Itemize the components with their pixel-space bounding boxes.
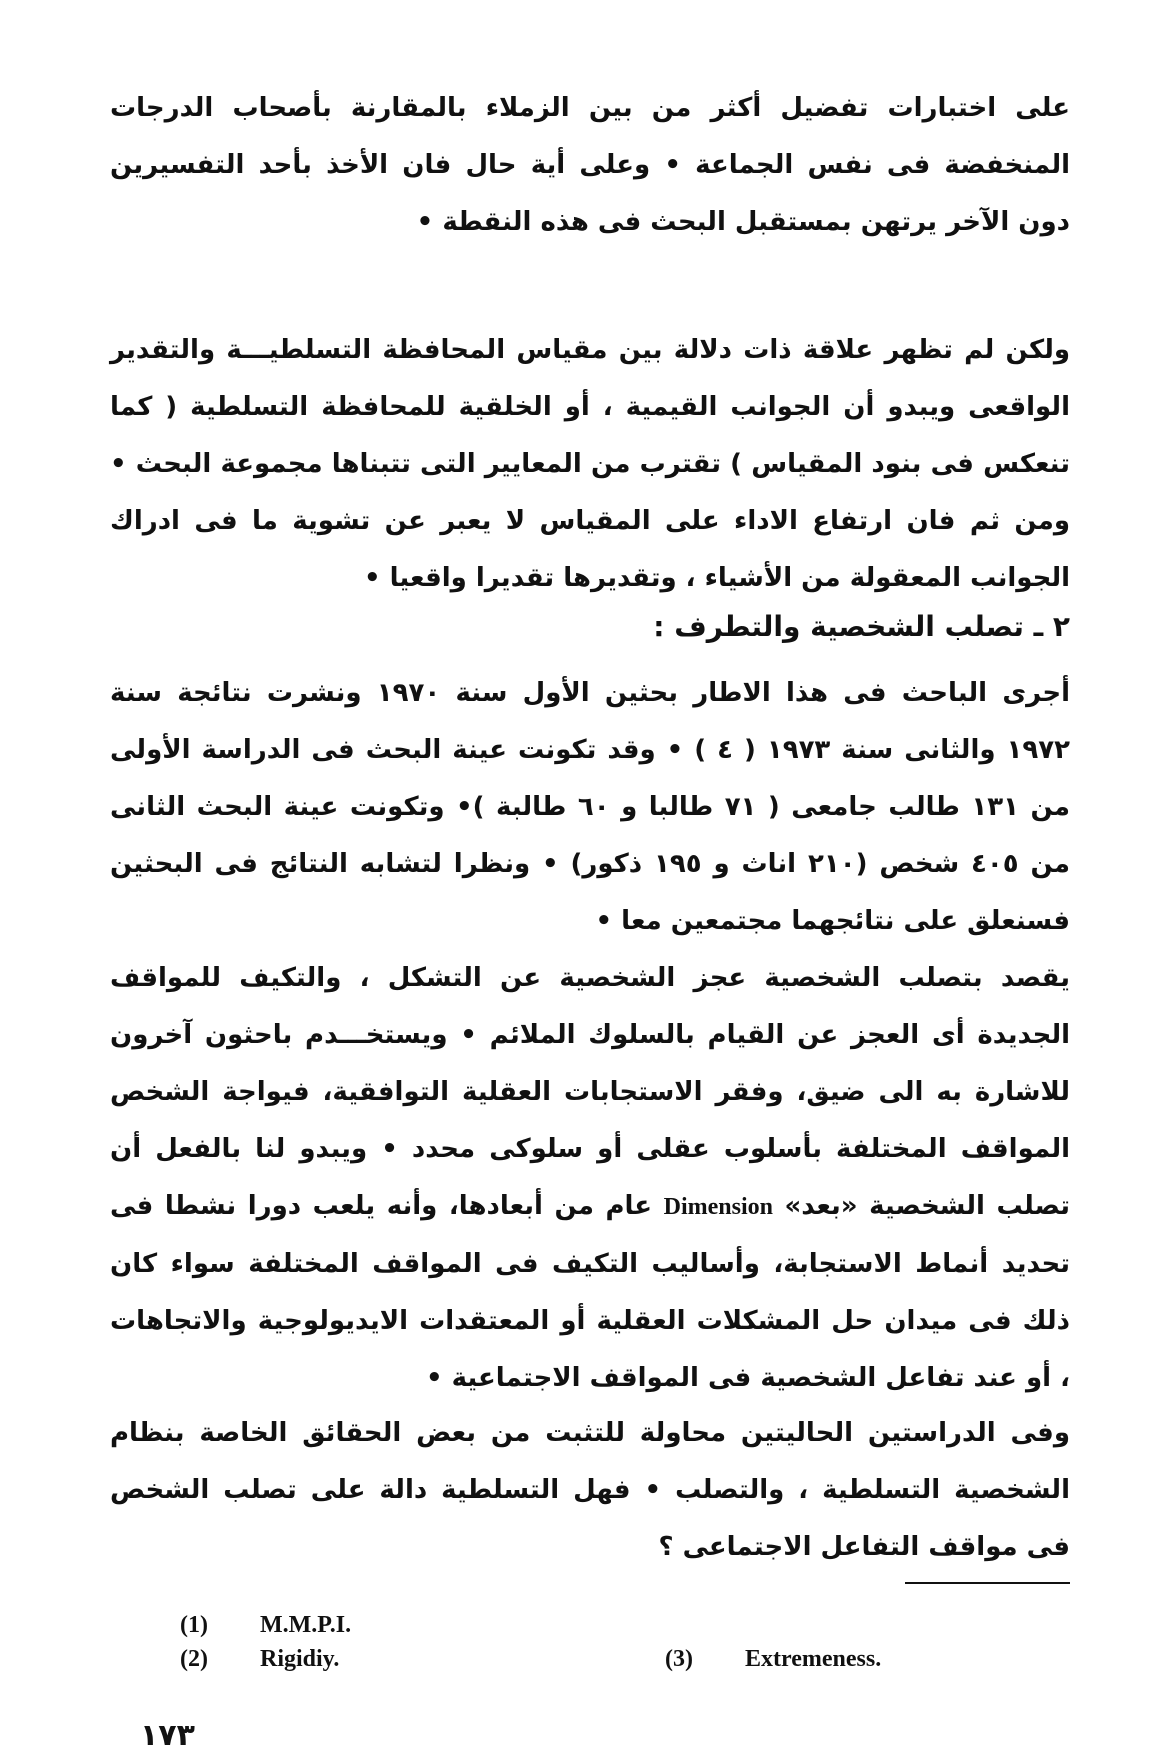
footnote-3 — [665, 1644, 881, 1674]
document-page — [110, 70, 1071, 1753]
footnote-divider — [905, 1582, 1070, 1584]
paragraph-2: ولكن لم تظهر علاقة ذات دلالة بين مقياس المحافظة التسلطيـــة والتقدير الواقعى ويبدو أن الجوانب القيمية ، أو الخلقية للمحافظة التسلطية ( كما تنعكس فى بنود المقياس ) تقترب من المعايير التى تتبناها مجموعة البحث • ومن ثم فان ارتفاع الاداء على المقياس لا يعبر عن تشوية ما فى ادراك الجوانب المعقولة من الأشياء ، وتقديرها تقديرا واقعيا • — [110, 335, 1070, 593]
paragraph-3: أجرى الباحث فى هذا الاطار بحثين الأول سنة ١٩٧٠ ونشرت نتائجة سنة ١٩٧٢ والثانى سنة ١٩٧٣ ( ٤ ) • وقد تكونت عينة البحث فى الدراسة الأولى من ١٣١ طالب جامعى ( ٧١ طالبا و ٦٠ طالبة )• وتكونت عينة البحث الثانى من ٤٠٥ شخص (٢١٠ اناث و ١٩٥ ذكور) • ونظرا لتشابه النتائج فى البحثين فسنعلق على نتائجهما مجتمعين معا • — [110, 678, 1071, 936]
page-number: ١٧٣ — [140, 1718, 195, 1753]
paragraph-5: وفى الدراستين الحاليتين محاولة للتثبت من بعض الحقائق الخاصة بنظام الشخصية التسلطية ، والتصلب • فهل التسلطية دالة على تصلب الشخص فى مواقف التفاعل الاجتماعى ؟ — [110, 1418, 1070, 1562]
footnote-2 — [180, 1644, 339, 1674]
paragraph-4 — [110, 950, 1070, 1407]
paragraph-1: على اختبارات تفضيل أكثر من بين الزملاء بالمقارنة بأصحاب الدرجات المنخفضة فى نفس الجماعة • وعلى أية حال فان الأخذ بأحد التفسيرين دون الآخر يرتهن بمستقبل البحث فى هذه النقطة • — [110, 93, 1070, 237]
footnote-number: (3) — [665, 1646, 693, 1672]
footnote-1 — [180, 1610, 351, 1640]
dimension-term: Dimension — [663, 1194, 773, 1220]
section-heading: ٢ ـ تصلب الشخصية والتطرف : — [653, 610, 1070, 643]
footnote-number: (1) — [180, 1612, 208, 1638]
footnote-text: Rigidiy. — [260, 1646, 340, 1672]
paragraph-4-part-2: عام من أبعادها، وأنه يلعب دورا نشطا فى تحديد أنماط الاستجابة، وأساليب التكيف فى المواقف المختلفة سواء كان ذلك فى ميدان حل المشكلات العقلية أو المعتقدات الايديولوجية والاتجاهات ، أو عند تفاعل الشخصية فى المواقف الاجتماعية • — [110, 1191, 1070, 1393]
footnote-text: M.M.P.I. — [260, 1612, 352, 1638]
footnote-number: (2) — [180, 1646, 208, 1672]
footnote-text: Extremeness. — [745, 1646, 882, 1672]
paragraph-4-part-1: يقصد بتصلب الشخصية عجز الشخصية عن التشكل ، والتكيف للمواقف الجديدة أى العجز عن القيام بالسلوك الملائم • ويستخـــدم باحثون آخرون للاشارة به الى ضيق، وفقر الاستجابات العقلية التوافقية، فيواجة الشخص المواقف المختلفة بأسلوب عقلى أو سلوكى محدد • ويبدو لنا بالفعل أن تصلب الشخصية «بعد» — [110, 963, 1070, 1221]
